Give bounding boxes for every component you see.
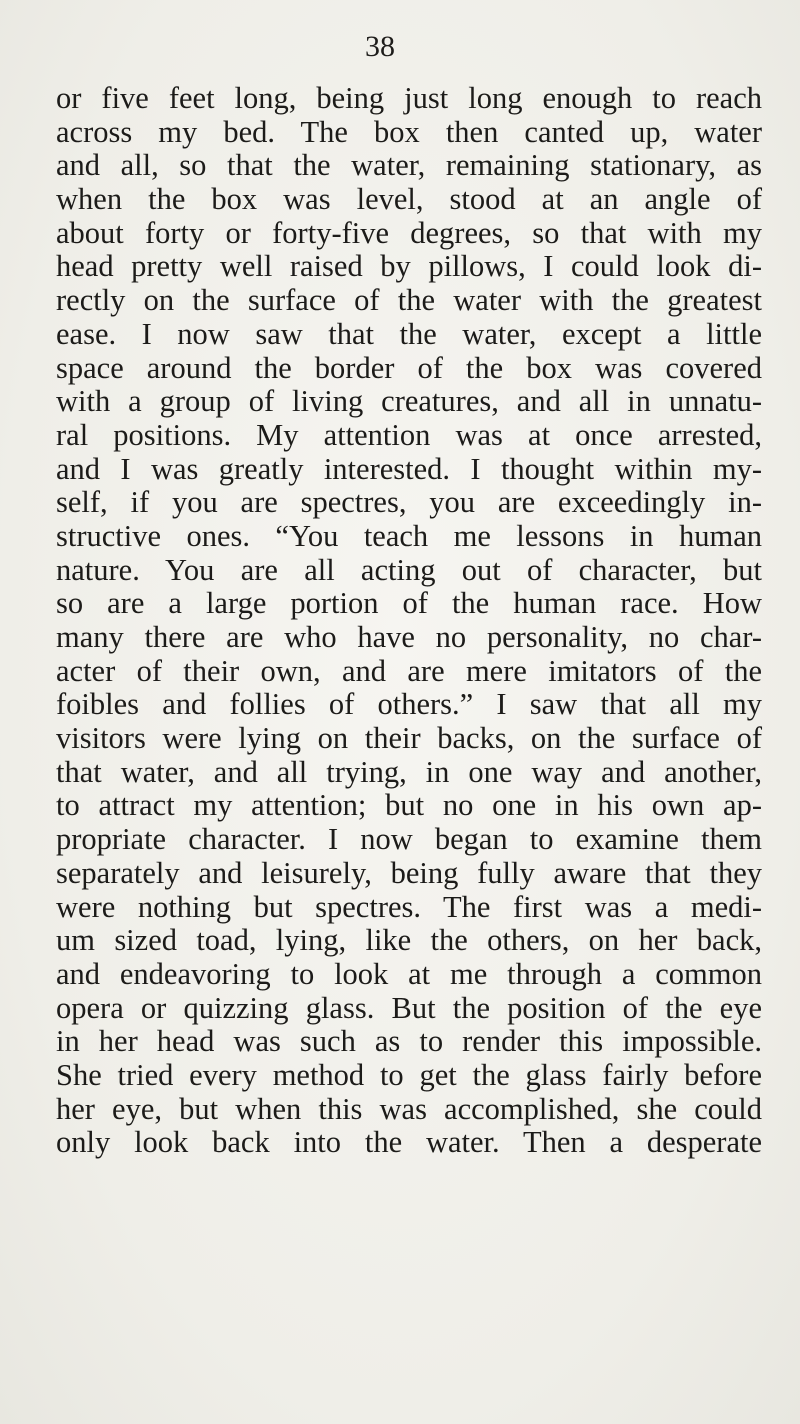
text-line: nature. You are all acting out of character, but: [56, 552, 762, 587]
text-line: structive ones. “You teach me lessons in human: [56, 518, 762, 553]
text-line: and I was greatly interested. I thought within my-: [56, 451, 762, 486]
text-line: or five feet long, being just long enough to reach: [56, 81, 762, 115]
text-line: self, if you are spectres, you are exceedingly in-: [56, 485, 762, 520]
text-line: space around the border of the box was covered: [56, 350, 762, 385]
text-line: in her head was such as to render this impossible.: [56, 1024, 762, 1059]
text-line: rectly on the surface of the water with the greatest: [56, 283, 762, 318]
text-line: um sized toad, lying, like the others, on her back,: [56, 923, 762, 958]
text-line: were nothing but spectres. The first was a medi-: [56, 889, 762, 924]
text-line: propriate character. I now began to examine them: [56, 822, 762, 857]
text-line: about forty or forty-five degrees, so that with my: [56, 215, 762, 250]
text-line: that water, and all trying, in one way and another,: [56, 754, 762, 789]
text-line: many there are who have no personality, no char-: [56, 620, 762, 654]
text-line: foibles and follies of others.” I saw that all my: [56, 687, 762, 722]
text-line: ease. I now saw that the water, except a little: [56, 316, 762, 351]
text-line: and all, so that the water, remaining stationary, as: [56, 148, 762, 183]
text-line: and endeavoring to look at me through a common: [56, 956, 762, 991]
text-line: with a group of living creatures, and all in unnatu-: [56, 384, 762, 419]
text-line: acter of their own, and are mere imitators of the: [56, 653, 762, 688]
text-line: when the box was level, stood at an angle of: [56, 182, 762, 217]
text-line: head pretty well raised by pillows, I could look di-: [56, 249, 762, 284]
text-line: to attract my attention; but no one in his own ap-: [56, 788, 762, 823]
text-line: ral positions. My attention was at once arrested,: [56, 417, 762, 452]
text-line: She tried every method to get the glass fairly before: [56, 1057, 762, 1092]
body-text: [56, 82, 762, 1160]
page-number: 38: [365, 30, 395, 63]
text-line: across my bed. The box then canted up, water: [56, 114, 762, 149]
text-line: separately and leisurely, being fully aware that they: [56, 855, 762, 890]
text-line: her eye, but when this was accomplished, she could: [56, 1091, 762, 1126]
text-line: visitors were lying on their backs, on the surface of: [56, 721, 762, 756]
text-line: only look back into the water. Then a desperate: [56, 1125, 762, 1160]
text-line: so are a large portion of the human race. How: [56, 586, 762, 621]
text-line: opera or quizzing glass. But the position of the eye: [56, 990, 762, 1025]
